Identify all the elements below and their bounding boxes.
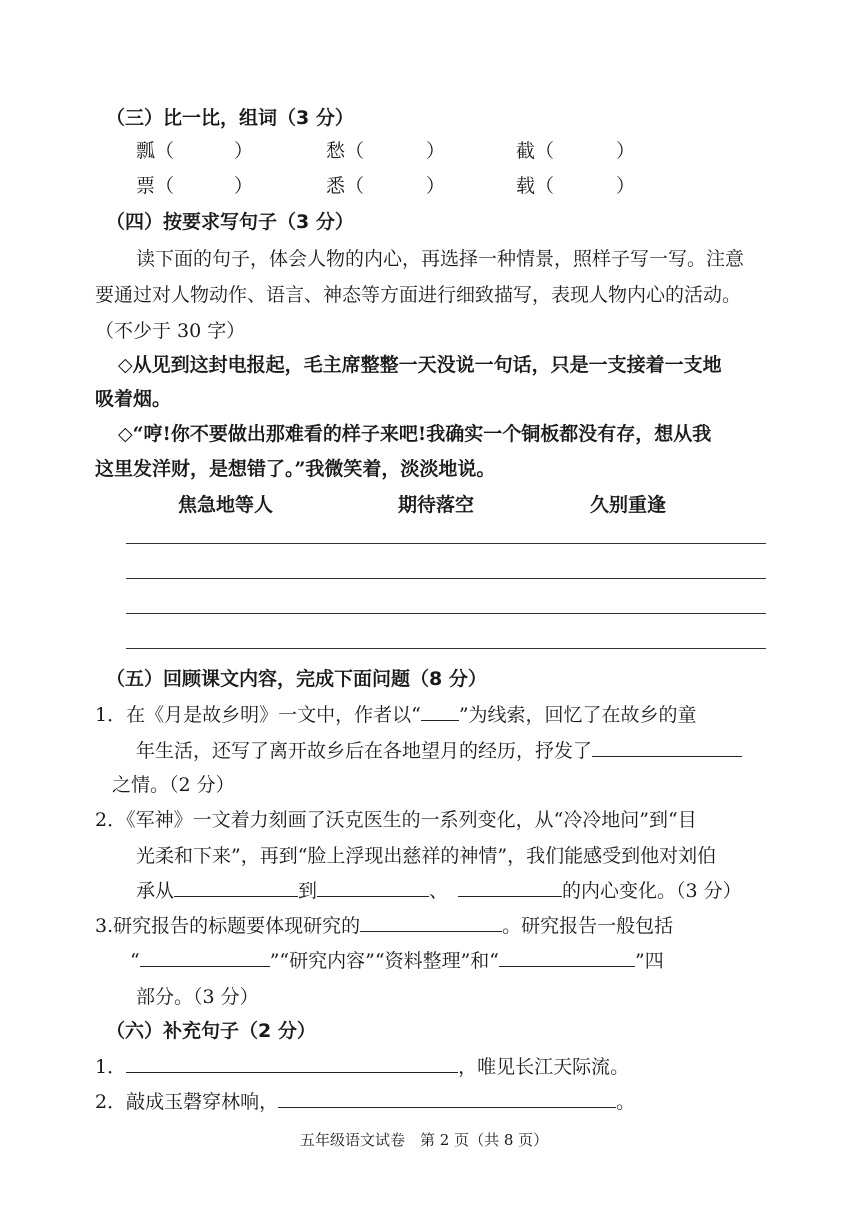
answer-line[interactable] — [126, 648, 766, 649]
question-text: 承从 — [136, 880, 175, 902]
instruction-line: （不少于 30 字） — [95, 320, 246, 342]
scenario-option: 期待落空 — [398, 494, 475, 516]
question-text: 1．在《月是故乡明》一文中，作者以“ — [95, 704, 421, 726]
question-line — [136, 876, 742, 903]
question-text: 的内心变化。（3 分） — [562, 880, 742, 902]
example-line: 这里发洋财，是想错了。”我微笑着，淡淡地说。 — [95, 458, 496, 480]
fill-blank[interactable] — [140, 948, 270, 967]
fill-blank[interactable] — [278, 1089, 616, 1108]
question-line — [130, 946, 664, 973]
fill-blank[interactable] — [458, 878, 562, 897]
instruction-line: 读下面的句子，体会人物的内心，再选择一种情景，照样子写一写。注意 — [136, 248, 745, 270]
word-item: 悉（ — [326, 175, 365, 197]
question-line: 光柔和下来”，再到“脸上浮现出慈祥的神情”，我们能感受到他对刘伯 — [136, 845, 717, 867]
question-text: 、 — [429, 880, 449, 902]
question-text: 2．敲成玉磬穿林响， — [95, 1091, 279, 1113]
question-line: 2．《军神》一文着力刻画了沃克医生的一系列变化，从“冷冷地问”到“目 — [95, 809, 697, 831]
fill-blank[interactable] — [174, 878, 298, 897]
scenario-option: 久别重逢 — [590, 494, 667, 516]
question-text: 。研究报告一般包括 — [502, 915, 674, 937]
word-item: 截（ — [516, 140, 555, 162]
question-text: 。 — [616, 1091, 636, 1113]
question-line: 之情。（2 分） — [112, 774, 235, 796]
word-item: 瓢（ — [136, 140, 175, 162]
question-line — [95, 1052, 629, 1079]
question-text: 到 — [298, 880, 318, 902]
paren-close: ） — [426, 140, 446, 162]
paren-close: ） — [616, 175, 636, 197]
fill-blank[interactable] — [592, 738, 742, 757]
question-line: 部分。（3 分） — [136, 986, 259, 1008]
page-footer: 五年级语文试卷 第 2 页（共 8 页） — [300, 1131, 549, 1149]
question-line — [95, 1087, 635, 1114]
example-line: 吸着烟。 — [95, 388, 172, 410]
fill-blank[interactable] — [360, 913, 502, 932]
answer-line[interactable] — [126, 543, 766, 544]
question-text: ，唯见长江天际流。 — [458, 1056, 630, 1078]
question-text: 1． — [95, 1056, 127, 1078]
section4-title: （四）按要求写句子（3 分） — [106, 211, 354, 233]
question-line — [136, 736, 742, 763]
question-text: ”四 — [635, 950, 664, 972]
answer-line[interactable] — [126, 613, 766, 614]
section5-title: （五）回顾课文内容，完成下面问题（8 分） — [106, 668, 487, 690]
paren-close: ） — [234, 175, 254, 197]
word-item: 载（ — [516, 175, 555, 197]
word-item: 票（ — [136, 175, 175, 197]
fill-blank[interactable] — [421, 702, 459, 721]
question-text: ”“研究内容”“资料整理”和“ — [269, 950, 499, 972]
paren-close: ） — [616, 140, 636, 162]
answer-line[interactable] — [126, 578, 766, 579]
word-item: 愁（ — [326, 140, 365, 162]
fill-blank[interactable] — [499, 948, 635, 967]
fill-blank[interactable] — [317, 878, 429, 897]
question-line — [95, 911, 673, 938]
scenario-option: 焦急地等人 — [178, 494, 274, 516]
paren-close: ） — [234, 140, 254, 162]
section6-title: （六）补充句子（2 分） — [106, 1020, 316, 1042]
question-text: 年生活，还写了离开故乡后在各地望月的经历，抒发了 — [136, 740, 593, 762]
question-text: “ — [130, 950, 140, 972]
question-line — [95, 700, 697, 727]
fill-blank[interactable] — [126, 1054, 458, 1073]
question-text: ”为线索，回忆了在故乡的童 — [458, 704, 697, 726]
paren-close: ） — [426, 175, 446, 197]
instruction-line: 要通过对人物动作、语言、神态等方面进行细致描写，表现人物内心的活动。 — [95, 284, 742, 306]
question-text: 3.研究报告的标题要体现研究的 — [95, 915, 361, 937]
example-line: ◇“哼!你不要做出那难看的样子来吧!我确实一个铜板都没有存，想从我 — [118, 423, 712, 445]
example-line: ◇从见到这封电报起，毛主席整整一天没说一句话，只是一支接着一支地 — [118, 354, 722, 376]
section3-title: （三）比一比，组词（3 分） — [106, 107, 354, 129]
